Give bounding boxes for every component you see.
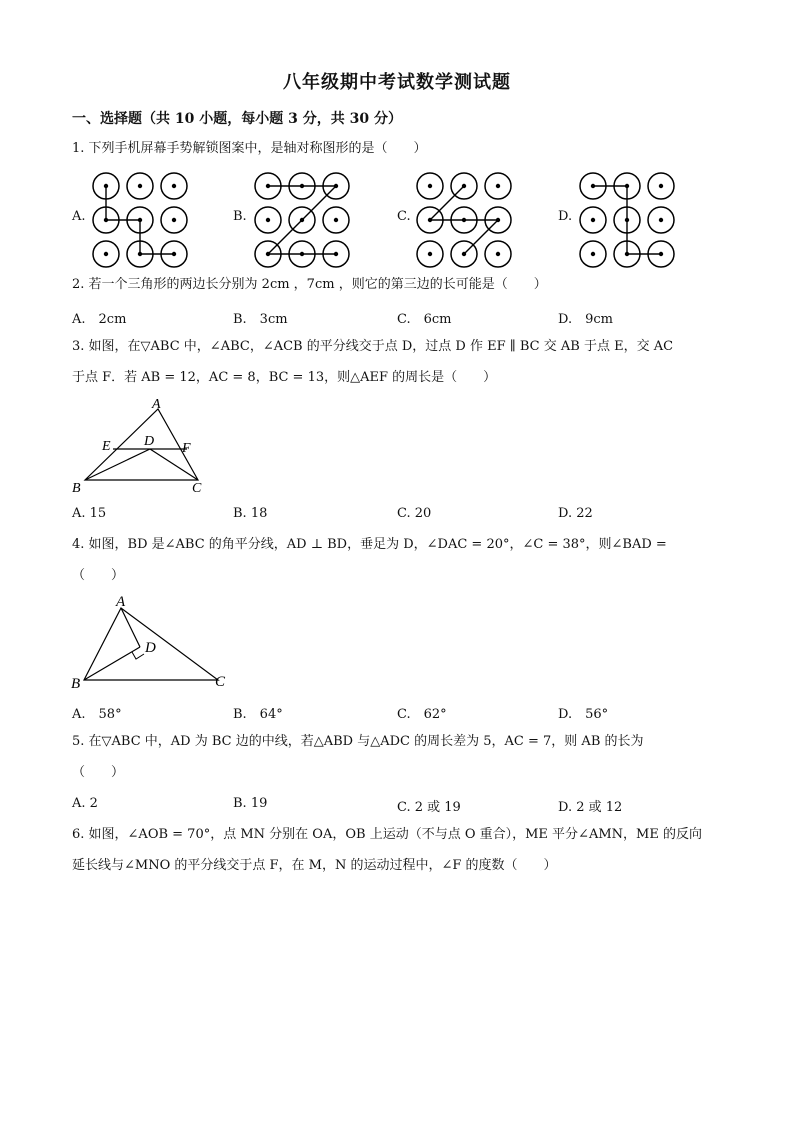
q3-option-b: B. 18 — [233, 506, 268, 521]
pattern-stroke — [268, 186, 336, 254]
pattern-node-dot — [428, 184, 432, 188]
question-2-text: 2. 若一个三角形的两边长分别为 2cm ，7cm ，则它的第三边的长可能是（ ） — [72, 277, 547, 292]
question-1-text: 1. 下列手机屏幕手势解锁图案中，是轴对称图形的是（ ） — [72, 141, 427, 156]
q3-label-c: C — [192, 481, 202, 496]
pattern-stroke — [464, 220, 498, 254]
q3-label-e: E — [102, 439, 111, 454]
q5-option-b: B. 19 — [233, 796, 268, 811]
q1-option-d: D. — [558, 209, 573, 224]
unlock-pattern-a — [88, 168, 198, 268]
q5-option-d: D. 2 或 12 — [558, 800, 623, 815]
q5-option-c: C. 2 或 19 — [397, 800, 461, 815]
q1-option-b: B. — [233, 209, 247, 224]
q4-label-d: D — [145, 640, 156, 656]
q4-label-a: A — [116, 594, 126, 610]
q3-option-c: C. 20 — [397, 506, 432, 521]
question-6-line-1: 6. 如图，∠AOB = 70°，点 MN 分别在 OA，OB 上运动（不与点 O 重合），ME 平分∠AMN，ME 的反向 — [72, 827, 702, 842]
q2-option-c: C. 6cm — [397, 312, 452, 327]
pattern-node-dot — [659, 218, 663, 222]
pattern-node-dot — [334, 218, 338, 222]
q1-option-a: A. — [72, 209, 86, 224]
pattern-node-dot — [428, 252, 432, 256]
q4-option-a: A. 58° — [72, 707, 122, 722]
q5-option-a: A. 2 — [72, 796, 98, 811]
q2-option-a: A. 2cm — [72, 312, 127, 327]
q2-option-b: B. 3cm — [233, 312, 288, 327]
pattern-stroke — [430, 186, 464, 220]
section-heading: 一、选择题（共 10 小题，每小题 3 分，共 30 分） — [72, 111, 402, 127]
q3-label-f: F — [182, 441, 191, 456]
question-5-line-2: （ ） — [72, 765, 125, 780]
unlock-pattern-d — [575, 168, 685, 268]
question-4-line-1: 4. 如图，BD 是∠ABC 的角平分线，AD ⊥ BD，垂足为 D，∠DAC = 20°，∠C = 38°，则∠BAD = — [72, 537, 667, 552]
unlock-pattern-c — [412, 168, 522, 268]
pattern-node-dot — [266, 218, 270, 222]
q1-option-c: C. — [397, 209, 411, 224]
q3-label-a: A — [152, 397, 161, 412]
q4-option-b: B. 64° — [233, 707, 283, 722]
q2-option-d: D. 9cm — [558, 312, 613, 327]
pattern-node-dot — [496, 184, 500, 188]
question-3-line-1: 3. 如图，在▽ABC 中，∠ABC，∠ACB 的平分线交于点 D，过点 D 作 EF ∥ BC 交 AB 于点 E，交 AC — [72, 339, 674, 354]
q4-option-d: D. 56° — [558, 707, 609, 722]
q4-triangle-figure — [68, 592, 238, 692]
q4-option-c: C. 62° — [397, 707, 447, 722]
q3-option-a: A. 15 — [72, 506, 107, 521]
pattern-node-dot — [172, 218, 176, 222]
pattern-node-dot — [659, 184, 663, 188]
pattern-node-dot — [496, 252, 500, 256]
question-6-line-2: 延长线与∠MNO 的平分线交于点 F，在 M，N 的运动过程中，∠F 的度数（ ） — [72, 858, 557, 873]
question-3-line-2: 于点 F．若 AB = 12，AC = 8，BC = 13，则△AEF 的周长是（ ） — [72, 370, 497, 385]
q4-label-b: B — [71, 676, 81, 692]
pattern-node-dot — [104, 252, 108, 256]
unlock-pattern-b — [250, 168, 360, 268]
page-title: 八年级期中考试数学测试题 — [283, 72, 511, 93]
q3-option-d: D. 22 — [558, 506, 593, 521]
q3-triangle-figure — [70, 394, 220, 498]
question-5-line-1: 5. 在▽ABC 中，AD 为 BC 边的中线，若△ABD 与△ADC 的周长差为 5，AC = 7，则 AB 的长为 — [72, 734, 644, 749]
pattern-node-dot — [172, 184, 176, 188]
pattern-node-dot — [591, 252, 595, 256]
q4-label-c: C — [215, 674, 226, 690]
q3-label-d: D — [144, 434, 155, 449]
pattern-node-dot — [138, 184, 142, 188]
question-4-line-2: （ ） — [72, 568, 125, 583]
pattern-node-dot — [591, 218, 595, 222]
q3-label-b: B — [72, 481, 81, 496]
